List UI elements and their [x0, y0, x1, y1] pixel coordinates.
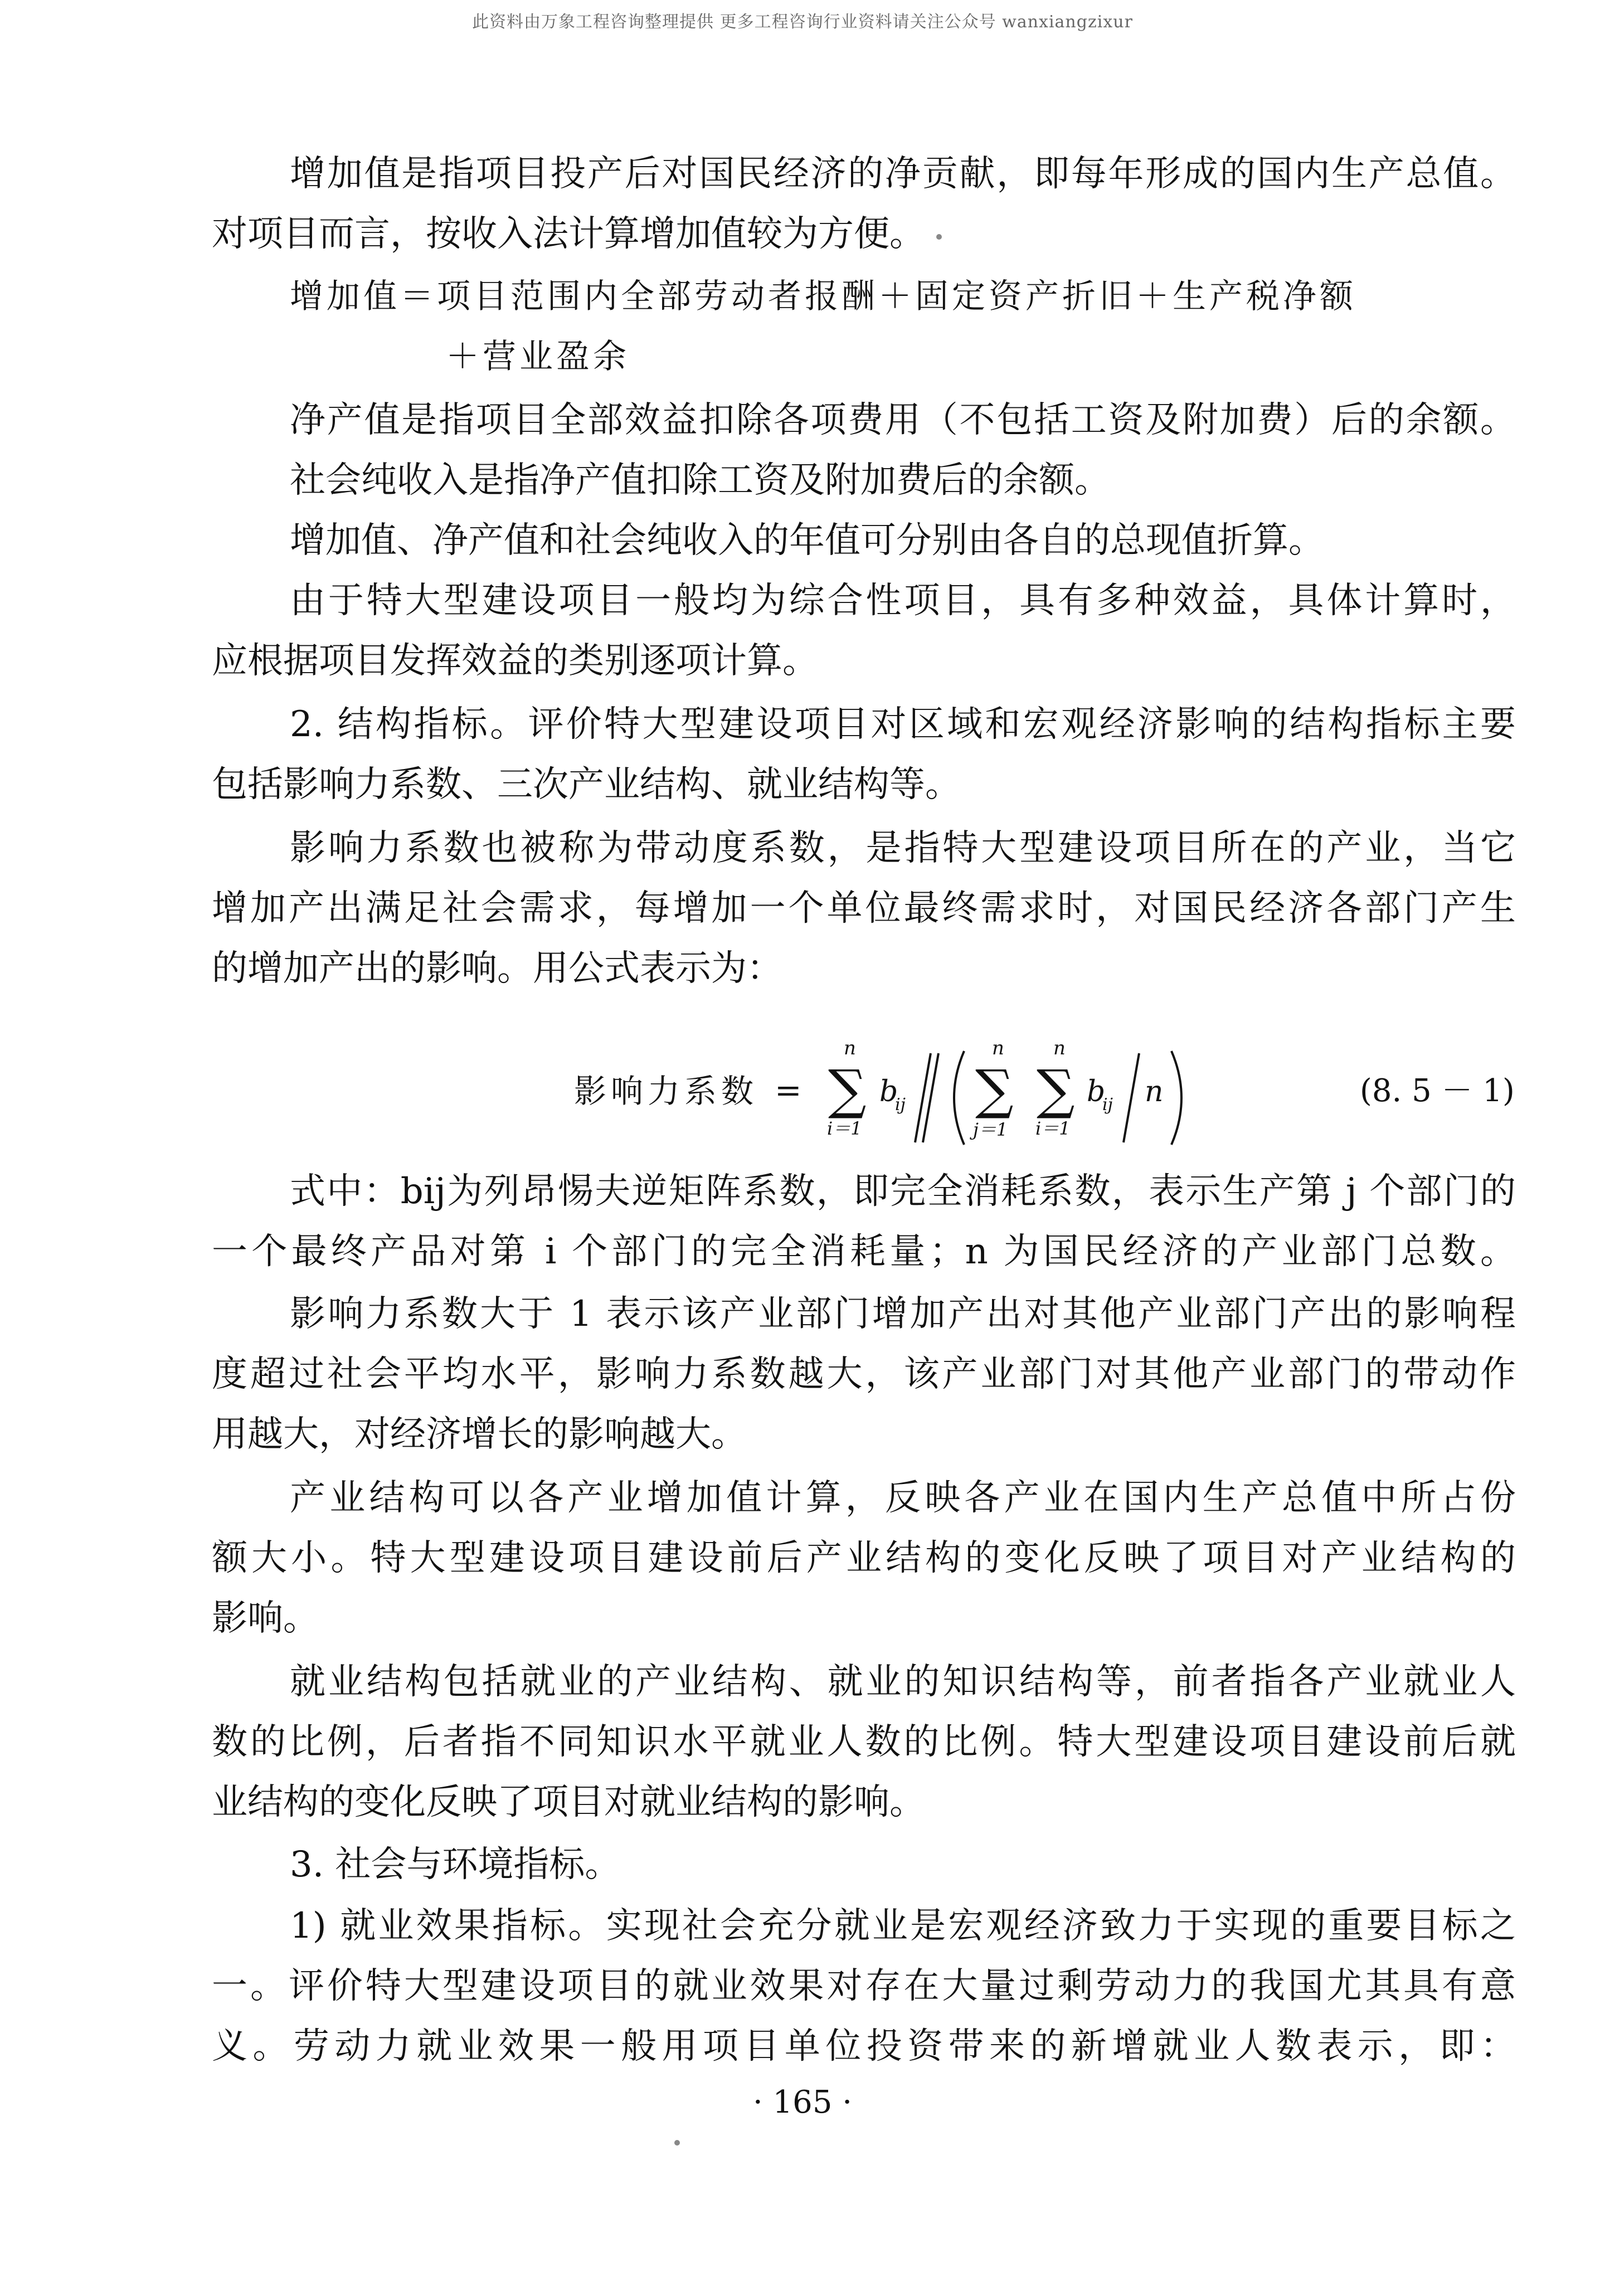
text-line: 义。劳动力就业效果一般用项目单位投资带来的新增就业人数表示，即： — [212, 2026, 1516, 2067]
text-line: 式中：bij为列昂惕夫逆矩阵系数，即完全消耗系数，表示生产第 j 个部门的 — [290, 1171, 1516, 1212]
text-line: 应根据项目发挥效益的类别逐项计算。 — [212, 640, 818, 682]
sum-lower: i＝1 — [1035, 1118, 1071, 1139]
text-line: 数的比例，后者指不同知识水平就业人数的比例。特大型建设项目建设前后就 — [212, 1721, 1516, 1763]
text-line: 影响。 — [212, 1598, 319, 1639]
text-line: 2. 结构指标。评价特大型建设项目对区域和宏观经济影响的结构指标主要 — [290, 704, 1516, 745]
text-line: 1) 就业效果指标。实现社会充分就业是宏观经济致力于实现的重要目标之 — [290, 1905, 1516, 1947]
text-line: 的增加产出的影响。用公式表示为： — [212, 948, 782, 989]
sum-symbol: ∑ — [975, 1058, 1014, 1121]
scan-speck — [674, 2140, 680, 2146]
text-line: 用越大，对经济增长的影响越大。 — [212, 1414, 747, 1455]
scan-speck — [936, 234, 942, 240]
left-paren — [954, 1051, 964, 1145]
formula-line: ＋营业盈余 — [446, 337, 630, 376]
equation-number: (8. 5 － 1) — [1360, 1073, 1515, 1109]
text-line: 增加产出满足社会需求，每增加一个单位最终需求时，对国民经济各部门产生 — [212, 888, 1516, 929]
influence-coefficient-equation — [574, 1031, 1555, 1154]
text-line: 增加值、净产值和社会纯收入的年值可分别由各自的总现值折算。 — [290, 520, 1324, 561]
term-b: b — [879, 1075, 898, 1108]
term-b: b — [1087, 1075, 1106, 1108]
sum-lower: j＝1 — [973, 1119, 1008, 1140]
text-line: 对项目而言，按收入法计算增加值较为方便。 — [212, 213, 925, 255]
text-line: 包括影响力系数、三次产业结构、就业结构等。 — [212, 764, 961, 805]
page-header: 此资料由万象工程咨询整理提供 更多工程咨询行业资料请关注公众号 wanxiangzixur — [472, 12, 1133, 32]
sum-symbol: ∑ — [828, 1058, 867, 1121]
text-line: 就业结构包括就业的产业结构、就业的知识结构等，前者指各产业就业人 — [290, 1661, 1516, 1702]
text-line: 社会纯收入是指净产值扣除工资及附加费后的余额。 — [290, 460, 1110, 501]
text-line: 额大小。特大型建设项目建设前后产业结构的变化反映了项目对产业结构的 — [212, 1538, 1516, 1579]
division-slash — [915, 1053, 931, 1142]
sum-symbol: ∑ — [1037, 1058, 1075, 1121]
text-line: 一个最终产品对第 i 个部门的完全消耗量；n 为国民经济的产业部门总数。 — [212, 1231, 1516, 1272]
right-paren — [1171, 1051, 1181, 1145]
text-line: 影响力系数也被称为带动度系数，是指特大型建设项目所在的产业，当它 — [290, 828, 1516, 869]
equation-svg — [574, 1031, 1555, 1154]
equation-equals: = — [775, 1071, 802, 1109]
term-subscript: ij — [895, 1095, 906, 1115]
text-line: 一。评价特大型建设项目的就业效果对存在大量过剩劳动力的我国尤其具有意 — [212, 1966, 1516, 2007]
equation-divisor: n — [1145, 1075, 1164, 1108]
formula-line: 增加值＝项目范围内全部劳动者报酬＋固定资产折旧＋生产税净额 — [290, 277, 1356, 316]
text-line: 由于特大型建设项目一般均为综合性项目，具有多种效益，具体计算时， — [290, 580, 1516, 621]
sum-upper: n — [844, 1037, 856, 1059]
text-line: 3. 社会与环境指标。 — [290, 1844, 621, 1885]
sum-lower: i＝1 — [827, 1118, 862, 1139]
text-line: 产业结构可以各产业增加值计算，反映各产业在国内生产总值中所占份 — [290, 1477, 1516, 1519]
division-slash — [923, 1053, 938, 1142]
text-line: 业结构的变化反映了项目对就业结构的影响。 — [212, 1782, 925, 1823]
page-number: · 165 · — [752, 2084, 853, 2120]
sum-upper: n — [1053, 1037, 1066, 1059]
sum-upper: n — [992, 1037, 1004, 1059]
text-line: 影响力系数大于 1 表示该产业部门增加产出对其他产业部门产出的影响程 — [290, 1293, 1516, 1335]
text-line: 增加值是指项目投产后对国民经济的净贡献，即每年形成的国内生产总值。 — [290, 153, 1516, 194]
equation-lhs: 影响力系数 — [574, 1072, 758, 1110]
division-slash — [1124, 1053, 1139, 1142]
text-line: 净产值是指项目全部效益扣除各项费用（不包括工资及附加费）后的余额。 — [290, 400, 1516, 441]
term-subscript: ij — [1102, 1095, 1113, 1115]
text-line: 度超过社会平均水平，影响力系数越大，该产业部门对其他产业部门的带动作 — [212, 1354, 1516, 1395]
